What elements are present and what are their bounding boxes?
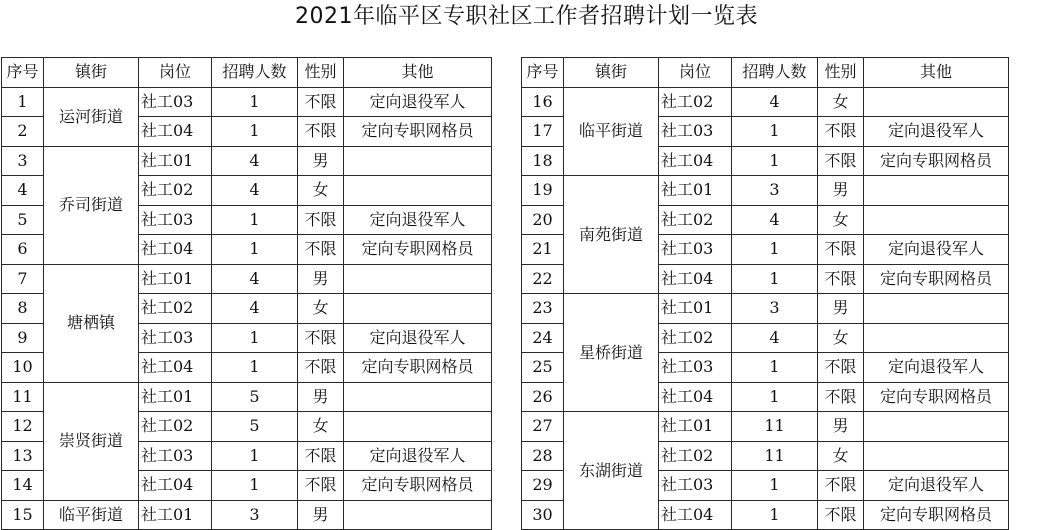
table-row (2, 264, 492, 294)
cell-post: 社工02 (659, 87, 732, 117)
header-row (522, 58, 1009, 88)
cell-other (864, 441, 1009, 471)
cell-post: 社工04 (659, 500, 732, 530)
cell-count: 4 (212, 294, 298, 324)
cell-gender: 不限 (818, 146, 864, 176)
header-post: 岗位 (139, 58, 212, 88)
cell-town: 临平街道 (44, 500, 139, 530)
cell-count: 1 (212, 235, 298, 265)
cell-town: 南苑街道 (564, 176, 659, 294)
cell-gender: 女 (818, 323, 864, 353)
recruitment-table-left (1, 57, 492, 530)
cell-count: 4 (212, 146, 298, 176)
cell-gender: 女 (818, 87, 864, 117)
header-post: 岗位 (659, 58, 732, 88)
cell-count: 3 (732, 176, 818, 206)
cell-count: 4 (732, 323, 818, 353)
cell-count: 1 (212, 353, 298, 383)
cell-no: 2 (2, 117, 44, 147)
cell-gender: 不限 (818, 353, 864, 383)
cell-gender: 不限 (818, 117, 864, 147)
cell-gender: 不限 (298, 441, 344, 471)
cell-no: 12 (2, 412, 44, 442)
cell-no: 22 (522, 264, 564, 294)
cell-post: 社工03 (139, 323, 212, 353)
cell-town: 塘栖镇 (44, 264, 139, 382)
cell-no: 23 (522, 294, 564, 324)
cell-count: 1 (212, 471, 298, 501)
cell-no: 18 (522, 146, 564, 176)
header-no: 序号 (2, 58, 44, 88)
header-town: 镇街 (564, 58, 659, 88)
cell-count: 4 (212, 264, 298, 294)
cell-gender: 不限 (298, 117, 344, 147)
cell-post: 社工02 (659, 441, 732, 471)
cell-no: 15 (2, 500, 44, 530)
cell-post: 社工03 (139, 205, 212, 235)
cell-no: 7 (2, 264, 44, 294)
cell-post: 社工01 (139, 264, 212, 294)
cell-no: 30 (522, 500, 564, 530)
cell-other (864, 294, 1009, 324)
cell-post: 社工02 (139, 412, 212, 442)
cell-other (344, 294, 492, 324)
table-row (522, 87, 1009, 117)
cell-post: 社工03 (659, 235, 732, 265)
cell-post: 社工03 (139, 87, 212, 117)
cell-no: 8 (2, 294, 44, 324)
cell-post: 社工01 (139, 146, 212, 176)
table-row (522, 412, 1009, 442)
cell-gender: 男 (298, 500, 344, 530)
cell-other: 定向退役军人 (864, 117, 1009, 147)
cell-town: 临平街道 (564, 87, 659, 176)
cell-count: 1 (732, 500, 818, 530)
cell-town: 乔司街道 (44, 146, 139, 264)
cell-post: 社工01 (659, 294, 732, 324)
cell-post: 社工03 (659, 353, 732, 383)
cell-no: 6 (2, 235, 44, 265)
cell-no: 14 (2, 471, 44, 501)
cell-other: 定向退役军人 (864, 235, 1009, 265)
cell-count: 1 (212, 205, 298, 235)
cell-post: 社工04 (659, 382, 732, 412)
cell-no: 11 (2, 382, 44, 412)
cell-other: 定向退役军人 (344, 441, 492, 471)
cell-count: 3 (732, 294, 818, 324)
cell-other (344, 146, 492, 176)
cell-count: 1 (732, 235, 818, 265)
cell-no: 21 (522, 235, 564, 265)
cell-other (864, 412, 1009, 442)
cell-gender: 不限 (298, 235, 344, 265)
cell-count: 1 (732, 471, 818, 501)
cell-gender: 男 (298, 264, 344, 294)
cell-post: 社工03 (659, 471, 732, 501)
cell-count: 4 (732, 87, 818, 117)
header-count: 招聘人数 (212, 58, 298, 88)
cell-post: 社工01 (139, 382, 212, 412)
cell-post: 社工02 (659, 205, 732, 235)
cell-town: 东湖街道 (564, 412, 659, 530)
cell-gender: 不限 (818, 264, 864, 294)
cell-no: 5 (2, 205, 44, 235)
cell-gender: 不限 (818, 382, 864, 412)
cell-count: 1 (732, 117, 818, 147)
cell-no: 27 (522, 412, 564, 442)
cell-post: 社工04 (139, 235, 212, 265)
header-other: 其他 (864, 58, 1009, 88)
cell-count: 1 (732, 382, 818, 412)
cell-post: 社工04 (139, 471, 212, 501)
cell-other: 定向退役军人 (344, 205, 492, 235)
cell-gender: 女 (818, 205, 864, 235)
cell-gender: 不限 (818, 471, 864, 501)
cell-post: 社工03 (659, 117, 732, 147)
cell-count: 1 (212, 323, 298, 353)
cell-gender: 不限 (298, 353, 344, 383)
cell-other (344, 382, 492, 412)
cell-town: 星桥街道 (564, 294, 659, 412)
cell-gender: 男 (818, 294, 864, 324)
cell-post: 社工04 (659, 146, 732, 176)
cell-post: 社工01 (139, 500, 212, 530)
cell-no: 29 (522, 471, 564, 501)
cell-count: 1 (732, 264, 818, 294)
cell-count: 1 (732, 353, 818, 383)
cell-count: 1 (212, 87, 298, 117)
header-count: 招聘人数 (732, 58, 818, 88)
cell-other (344, 264, 492, 294)
cell-gender: 男 (818, 412, 864, 442)
cell-gender: 不限 (298, 471, 344, 501)
cell-post: 社工03 (139, 441, 212, 471)
cell-no: 13 (2, 441, 44, 471)
cell-other: 定向专职网格员 (864, 500, 1009, 530)
cell-count: 11 (732, 412, 818, 442)
header-gender: 性别 (298, 58, 344, 88)
cell-post: 社工04 (659, 264, 732, 294)
cell-gender: 不限 (298, 87, 344, 117)
cell-no: 24 (522, 323, 564, 353)
cell-no: 17 (522, 117, 564, 147)
table-row (522, 176, 1009, 206)
cell-gender: 女 (818, 441, 864, 471)
cell-gender: 不限 (818, 235, 864, 265)
cell-other: 定向专职网格员 (864, 264, 1009, 294)
cell-post: 社工02 (139, 176, 212, 206)
cell-no: 4 (2, 176, 44, 206)
table-row (2, 146, 492, 176)
header-town: 镇街 (44, 58, 139, 88)
header-no: 序号 (522, 58, 564, 88)
cell-other (864, 176, 1009, 206)
cell-count: 4 (732, 205, 818, 235)
cell-count: 5 (212, 412, 298, 442)
table-row (2, 382, 492, 412)
cell-post: 社工01 (659, 412, 732, 442)
cell-other (864, 205, 1009, 235)
cell-other: 定向专职网格员 (344, 235, 492, 265)
cell-no: 26 (522, 382, 564, 412)
cell-other (864, 323, 1009, 353)
cell-other: 定向退役军人 (344, 323, 492, 353)
cell-count: 5 (212, 382, 298, 412)
cell-gender: 男 (298, 146, 344, 176)
cell-post: 社工02 (659, 323, 732, 353)
cell-post: 社工02 (139, 294, 212, 324)
header-gender: 性别 (818, 58, 864, 88)
cell-other: 定向专职网格员 (864, 382, 1009, 412)
cell-gender: 女 (298, 176, 344, 206)
cell-other: 定向专职网格员 (344, 353, 492, 383)
cell-post: 社工01 (659, 176, 732, 206)
cell-no: 9 (2, 323, 44, 353)
cell-count: 1 (212, 441, 298, 471)
recruitment-table-right (521, 57, 1009, 530)
cell-other (344, 176, 492, 206)
cell-gender: 女 (298, 412, 344, 442)
cell-other: 定向专职网格员 (344, 471, 492, 501)
cell-post: 社工04 (139, 117, 212, 147)
cell-no: 28 (522, 441, 564, 471)
cell-gender: 不限 (298, 323, 344, 353)
table-row (2, 500, 492, 530)
cell-gender: 女 (298, 294, 344, 324)
table-row (522, 294, 1009, 324)
cell-post: 社工04 (139, 353, 212, 383)
cell-no: 16 (522, 87, 564, 117)
cell-other (344, 412, 492, 442)
cell-count: 1 (732, 146, 818, 176)
cell-other: 定向退役军人 (344, 87, 492, 117)
cell-count: 1 (212, 117, 298, 147)
cell-gender: 男 (818, 176, 864, 206)
cell-gender: 不限 (818, 500, 864, 530)
cell-count: 4 (212, 176, 298, 206)
cell-count: 11 (732, 441, 818, 471)
cell-other (864, 87, 1009, 117)
header-row (2, 58, 492, 88)
cell-town: 运河街道 (44, 87, 139, 146)
cell-no: 19 (522, 176, 564, 206)
table-row (2, 87, 492, 117)
cell-other: 定向退役军人 (864, 353, 1009, 383)
cell-no: 10 (2, 353, 44, 383)
cell-gender: 不限 (298, 205, 344, 235)
cell-count: 3 (212, 500, 298, 530)
header-other: 其他 (344, 58, 492, 88)
cell-no: 25 (522, 353, 564, 383)
cell-other: 定向专职网格员 (864, 146, 1009, 176)
cell-no: 20 (522, 205, 564, 235)
cell-no: 1 (2, 87, 44, 117)
cell-other: 定向退役军人 (864, 471, 1009, 501)
cell-other (344, 500, 492, 530)
cell-other: 定向专职网格员 (344, 117, 492, 147)
page-title: 2021年临平区专职社区工作者招聘计划一览表 (295, 4, 758, 29)
cell-no: 3 (2, 146, 44, 176)
cell-gender: 男 (298, 382, 344, 412)
cell-town: 崇贤街道 (44, 382, 139, 500)
